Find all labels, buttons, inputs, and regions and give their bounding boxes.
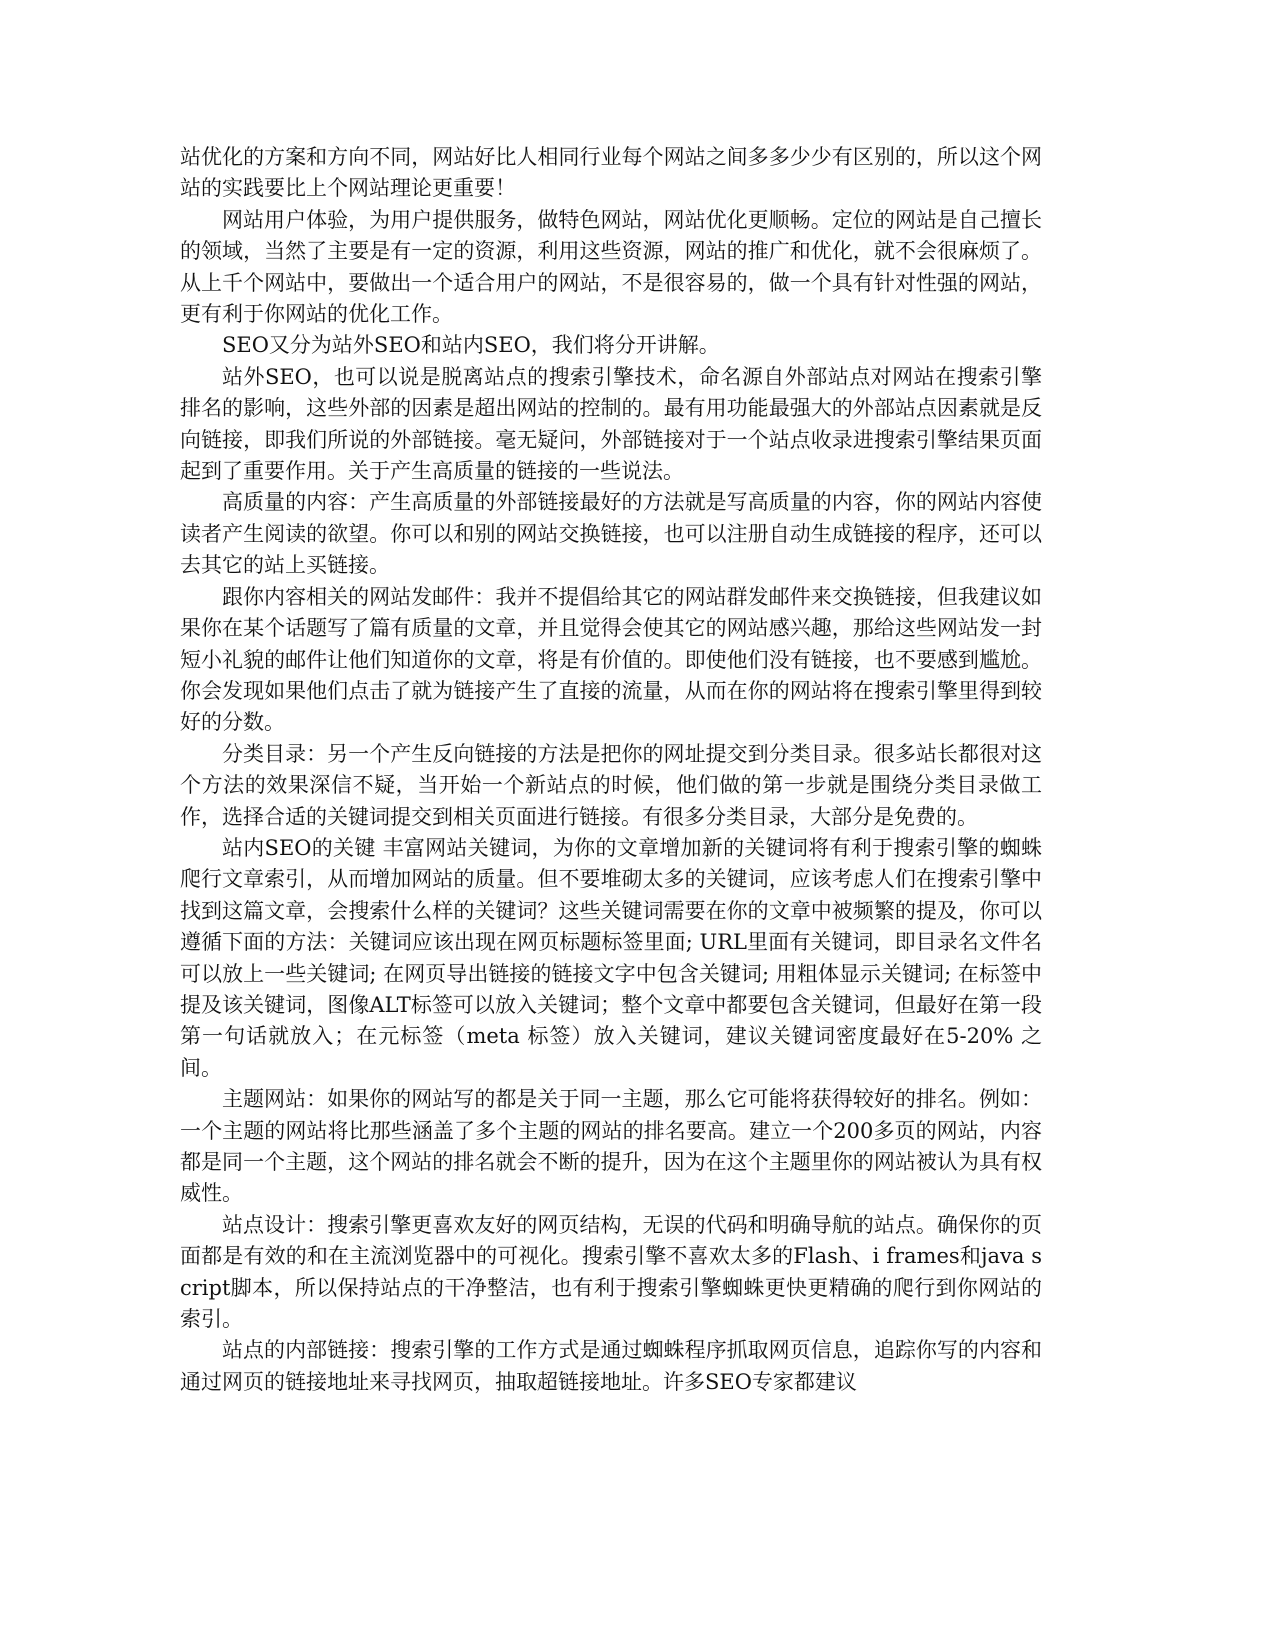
paragraph-9: 主题网站：如果你的网站写的都是关于同一主题，那么它可能将获得较好的排名。例如：一个主题的网站将比那些涵盖了多个主题的网站的排名要高。建立一个200多页的网站，内容都是同一个主题，这个网站的排名就会不断的提升，因为在这个主题里你的网站被认为具有权威性。 bbox=[180, 1087, 1042, 1206]
paragraph-4: 站外SEO，也可以说是脱离站点的搜索引擎技术，命名源自外部站点对网站在搜索引擎排名的影响，这些外部的因素是超出网站的控制的。最有用功能最强大的外部站点因素就是反向链接，即我们所说的外部链接。毫无疑问，外部链接对于一个站点收录进搜索引擎结果页面起到了重要作用。关于产生高质量的链接的一些说法。 bbox=[180, 364, 1042, 484]
paragraph-11: 站点的内部链接：搜索引擎的工作方式是通过蜘蛛程序抓取网页信息，追踪你写的内容和通过网页的链接地址来寻找网页，抽取超链接地址。许多SEO专家都建议 bbox=[180, 1338, 1042, 1394]
paragraph-7: 分类目录：另一个产生反向链接的方法是把你的网址提交到分类目录。很多站长都很对这个方法的效果深信不疑，当开始一个新站点的时候，他们做的第一步就是围绕分类目录做工作，选择合适的关键词提交到相关页面进行链接。有很多分类目录，大部分是免费的。 bbox=[180, 741, 1042, 829]
document-page bbox=[180, 142, 1042, 1398]
paragraph-6: 跟你内容相关的网站发邮件：我并不提倡给其它的网站群发邮件来交换链接，但我建议如果你在某个话题写了篇有质量的文章，并且觉得会使其它的网站感兴趣，那给这些网站发一封短小礼貌的邮件让他们知道你的文章，将是有价值的。即使他们没有链接，也不要感到尴尬。你会发现如果他们点击了就为链接产生了直接的流量，从而在你的网站将在搜索引擎里得到较好的分数。 bbox=[180, 584, 1042, 735]
paragraph-3: SEO又分为站外SEO和站内SEO，我们将分开讲解。 bbox=[222, 333, 720, 358]
paragraph-1: 站优化的方案和方向不同，网站好比人相同行业每个网站之间多多少少有区别的，所以这个网站的实践要比上个网站理论更重要！ bbox=[180, 145, 1042, 201]
paragraph-8: 站内SEO的关键 丰富网站关键词，为你的文章增加新的关键词将有利于搜索引擎的蜘蛛爬行文章索引，从而增加网站的质量。但不要堆砌太多的关键词，应该考虑人们在搜索引擎中找到这篇文章，会搜索什么样的关键词？这些关键词需要在你的文章中被频繁的提及，你可以遵循下面的方法：关键词应该出现在网页标题标签里面; URL里面有关键词，即目录名文件名可以放上一些关键词; 在网页导出链接的链接文字中包含关键词; 用粗体显示关键词; 在标签中提及该关键词，图像ALT标签可以放入关键词；整个文章中都要包含关键词，但最好在第一段第一句话就放入；在元标签（meta 标签）放入关键词，建议关键词密度最好在5-20% 之间。 bbox=[180, 835, 1042, 1080]
paragraph-2: 网站用户体验，为用户提供服务，做特色网站，网站优化更顺畅。定位的网站是自己擅长的领域，当然了主要是有一定的资源，利用这些资源，网站的推广和优化，就不会很麻烦了。从上千个网站中，要做出一个适合用户的网站，不是很容易的，做一个具有针对性强的网站，更有利于你网站的优化工作。 bbox=[180, 207, 1042, 327]
paragraph-10: 站点设计：搜索引擎更喜欢友好的网页结构，无误的代码和明确导航的站点。确保你的页面都是有效的和在主流浏览器中的可视化。搜索引擎不喜欢太多的Flash、i frames和java script脚本，所以保持站点的干净整洁，也有利于搜索引擎蜘蛛更快更精确的爬行到你网站的索引。 bbox=[180, 1212, 1042, 1332]
paragraph-5: 高质量的内容：产生高质量的外部链接最好的方法就是写高质量的内容，你的网站内容使读者产生阅读的欲望。你可以和别的网站交换链接，也可以注册自动生成链接的程序，还可以去其它的站上买链接。 bbox=[180, 490, 1042, 578]
